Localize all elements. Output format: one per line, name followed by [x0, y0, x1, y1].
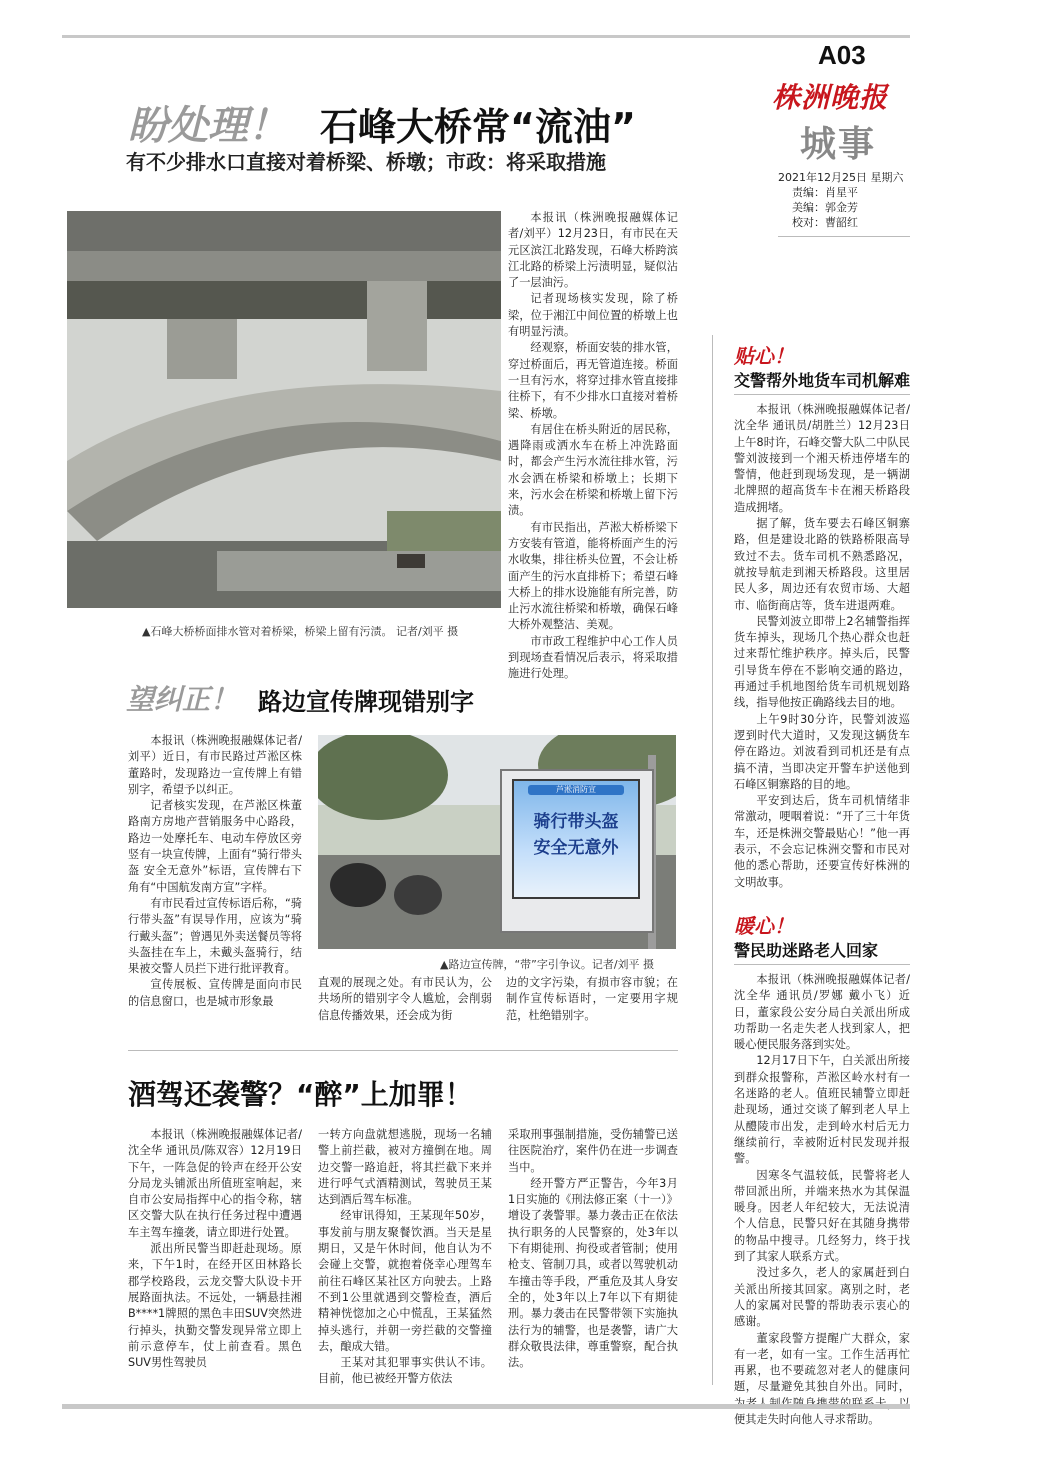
paragraph: 有市民看过宣传标语后称，“骑行带头盔”有误导作用，应该为“骑行戴头盔”；曾遇见外卖送餐员等将头盔挂在车上，未戴头盔骑行，结果被交警人员拦下进行批评教育。 [128, 896, 302, 976]
article1-caption: ▲石峰大桥桥面排水管对着桥梁，桥梁上留有污渍。 记者/刘平 摄 [142, 625, 459, 638]
paragraph: 董家段警方提醒广大群众，家有一老，如有一宝。工作生活再忙再累，也不要疏忽对老人的健康问题，尽量避免其独自外出。同时， 便其走失时向他人寻求帮助。 [734, 1331, 910, 1427]
paragraph: 记者核实发现，在芦淞区株董路南方房地产营销服务中心路段，路边一处摩托车、电动车停放区旁竖有一块宣传牌，上面有“骑行带头盔 安全无意外”标语，宣传牌右下角有“中国航发南方宣”字样。 [128, 799, 302, 894]
paragraph: 宣传展板、宣传牌是面向市民的信息窗口，也是城市形象最 [128, 978, 302, 1008]
paragraph: 因寒冬气温较低，民警将老人带回派出所，并端来热水为其保温暖身。因老人年纪较大，无法说清个人信息，民警只好在其随身携带的物品中搜寻。几经努力，终于找到了其家人联系方式。 [734, 1168, 910, 1264]
title-rule [734, 964, 910, 965]
paragraph: 采取刑事强制措施，受伤辅警已送往医院治疗，案件仍在进一步调查当中。 [508, 1128, 678, 1174]
paragraph: 12月17日下午，白关派出所接到群众报警称，芦淞区岭水村有一名迷路的老人。值班民辅警立即赶赴现场，通过交谈了解到老人早上从醴陵市出发，走到岭水村后无力继续前行，幸被附近村民发现并报警。 [734, 1054, 910, 1166]
designer: 美编：郭金芳 [792, 201, 858, 214]
paragraph: 本报讯（株洲晚报融媒体记者/刘平）12月23日，有市民在天元区滨江北路发现，石峰大桥跨滨江北路的桥梁上污渍明显，疑似沾了一层油污。 [508, 211, 678, 290]
sign-slogan-line2: 安全无意外 [533, 838, 619, 858]
bottom-rule [62, 1404, 910, 1409]
paragraph: 有居住在桥头附近的居民称，遇降雨或洒水车在桥上冲洗路面时，都会产生污水流往排水管，污水会洒在桥梁和桥墩上；长期下来，污水会在桥梁和桥墩上留下污渍。 [508, 422, 678, 518]
bridge-illustration [67, 211, 501, 608]
column-divider [712, 335, 713, 1385]
paragraph: 经开警方严正警告，今年3月1日实施的《刑法修正案（十一）》增设了袭警罪。暴力袭击正在依法执行职务的人民警察的，处3年以下有期徒刑、拘役或者管制；使用枪支、管制刀具，或者以驾驶机动车撞击等手段，严重危及其人身安全的，处3年以上7年以下有期徒刑。暴力袭击在民警带领下实施执法行为的辅警，也是袭警，请广大群众敬畏法律，尊重警察，配合执法。 [508, 1176, 678, 1370]
paragraph: 派出所民警当即赶赴现场。原来，下午1时，在经开区田林路长郡学校路段，云龙交警大队设卡开展路面执法。不远处，一辆悬挂湘B****1牌照的黑色丰田SUV突然进行掉头，执勤交警发现异常立即上前示意停车，仗上前查看。黑色SUV男性驾驶员 [128, 1242, 302, 1370]
proofreader: 校对：曹韶红 [792, 216, 858, 229]
meta-rule [778, 236, 910, 237]
propaganda-sign [512, 779, 640, 899]
article3-col2 [318, 1127, 492, 1388]
paragraph: 记者现场核实发现，除了桥梁，位于湘江中间位置的桥墩上也有明显污渍。 [508, 292, 678, 339]
section-title: 城事 [800, 123, 877, 165]
paragraph: 本报讯（株洲晚报融媒体记者/沈全华 通讯员/罗娜 戴小飞）近日，董家段公安分局白关派出所成功帮助一名走失老人找到家人，把暖心便民服务落到实处。 [734, 973, 910, 1052]
sign-slogan-line1: 骑行带头盔 [533, 812, 619, 832]
editor: 责编：肖星平 [792, 186, 858, 199]
article4-body [734, 402, 910, 891]
paragraph: 本报讯（株洲晚报融媒体记者/沈全华 通讯员/陈双容）12月19日下午，一阵急促的铃声在经开公安分局龙头铺派出所值班室响起，来自市公安局指挥中心的指令称，辖区交警大队在执行任务过程中遭遇车主驾车撞袭，请立即进行处置。 [128, 1128, 302, 1239]
article1-subtitle: 有不少排水口直接对着桥梁、桥墩；市政：将采取措施 [126, 150, 606, 174]
edition-info [778, 170, 904, 230]
divider [128, 1050, 678, 1051]
article3-col1 [128, 1127, 302, 1371]
article2-col2 [318, 975, 492, 1024]
paragraph: 上午9时30分许，民警刘波巡逻到时代大道时，又发现这辆货车停在路边。刘波看到司机还是有点搞不清，当即决定开警车护送他到石峰区铜寨路的目的地。 [734, 712, 910, 791]
paragraph: 有市民指出，芦淞大桥桥梁下方安装有管道，能将桥面产生的污水收集，排往桥头位置，不会让桥面产生的污水直排桥下；希望石峰大桥上的排水设施能有所完善，防止污水流往桥梁和桥墩，确保石峰大桥外观整洁、美观。 [508, 520, 678, 632]
title-rule [734, 394, 910, 395]
article5-title: 警民助迷路老人回家 [734, 941, 879, 960]
article1-body [508, 210, 678, 683]
paragraph: 市市政工程维护中心工作人员到现场查看情况后表示，将采取措施进行处理。 [508, 634, 678, 681]
paragraph: 本报讯（株洲晚报融媒体记者/刘平）近日，有市民路过芦淞区株董路时，发现路边一宣传牌上有错别字，希望予以纠正。 [128, 734, 302, 796]
paragraph: 经观察，桥面安装的排水管，穿过桥面后，再无管道连接。桥面一旦有污水，将穿过排水管直接排往桥下，有不少排水口直接对着桥梁、桥墩。 [508, 341, 678, 420]
bridge-photo [67, 211, 501, 608]
article1-kicker: 盼处理！ [128, 102, 288, 149]
newspaper-logo: 株洲晚报 [772, 81, 889, 114]
article3-col3 [508, 1127, 678, 1371]
article5-kicker: 暖心！ [734, 914, 794, 938]
article2-col3 [506, 975, 678, 1024]
article3-title: 酒驾还袭警？“醉”上加罪！ [128, 1078, 473, 1111]
paragraph: 据了解，货车要去石峰区铜寨路，但是建设北路的铁路桥限高导致过不去。货车司机不熟悉路况，就按导航走到湘天桥路段。这里居民人多，周边还有农贸市场、大超市、临街商店等，货车进退两难。 [734, 517, 910, 612]
paragraph: 直观的展现之处。有市民认为，公共场所的错别字令人尴尬，会削弱信息传播效果，还会成为街 [318, 976, 492, 1022]
paragraph: 一转方向盘就想逃脱，现场一名辅警上前拦截，被对方撞倒在地。周边交警一路追赶，将其拦截下来并进行呼气式酒精测试，驾驶员王某达到酒后驾车标准。 [318, 1128, 492, 1207]
article4-kicker: 贴心！ [734, 344, 794, 368]
paragraph: 平安到达后，货车司机情绪非常激动，哽咽着说：“开了三十年货车，还是株洲交警最贴心！”他一再表示，不会忘记株洲交警和市民对他的悉心帮助，还要宣传好株洲的文明故事。 [734, 794, 910, 889]
paragraph: 边的文字污染，有损市容市貌；在制作宣传标语时，一定要用字规范，杜绝错别字。 [506, 976, 678, 1022]
top-rule [62, 35, 910, 38]
article1-title: 石峰大桥常“流油” [320, 105, 636, 149]
sign-band: 芦淞消防宣 [528, 785, 624, 795]
paragraph: 本报讯（株洲晚报融媒体记者/沈全华 通讯员/胡胜兰）12月23日上午8时许，石峰交警大队二中队民警刘波接到一个湘天桥违停堵车的警情，他赶到现场发现，是一辆湖北牌照的超高货车卡在湘天桥路段造成拥堵。 [734, 403, 910, 514]
article2-caption: ▲路边宣传牌，“带”字引争议。记者/刘平 摄 [440, 958, 655, 971]
page-number: A03 [818, 40, 866, 70]
date: 2021年12月25日 星期六 [778, 171, 904, 184]
sign-photo [318, 735, 676, 949]
article2-col1 [128, 733, 302, 1010]
paragraph: 民警刘波立即带上2名辅警指挥货车掉头，现场几个热心群众也赶过来帮忙维护秩序。掉头后，民警引导货车停在不影响交通的路边，再通过手机地图给货车司机规划路线，指导他按正确路线去目的地。 [734, 614, 910, 710]
paragraph: 王某对其犯罪事实供认不讳。目前，他已被经开警方依法 [318, 1356, 492, 1386]
article2-kicker: 望纠正！ [126, 683, 239, 716]
article2-title: 路边宣传牌现错别字 [258, 688, 474, 716]
article4-title: 交警帮外地货车司机解难 [734, 371, 911, 390]
paragraph: 没过多久，老人的家属赶到白关派出所接其回家。离别之时，老人的家属对民警的帮助表示衷心的感谢。 [734, 1266, 910, 1329]
paragraph: 经审讯得知，王某现年50岁，事发前与朋友聚餐饮酒。当天是星期日，又是午休时间，他自认为不会碰上交警，就抱着侥幸心理驾车前往石峰区某社区方向驶去。上路不到1公里就遇到交警检查，酒后精神恍惚加之心中慌乱，王某猛然掉头逃行，并朝一旁拦截的交警撞去，酿成大错。 [318, 1209, 492, 1353]
article5-body [734, 972, 910, 1428]
